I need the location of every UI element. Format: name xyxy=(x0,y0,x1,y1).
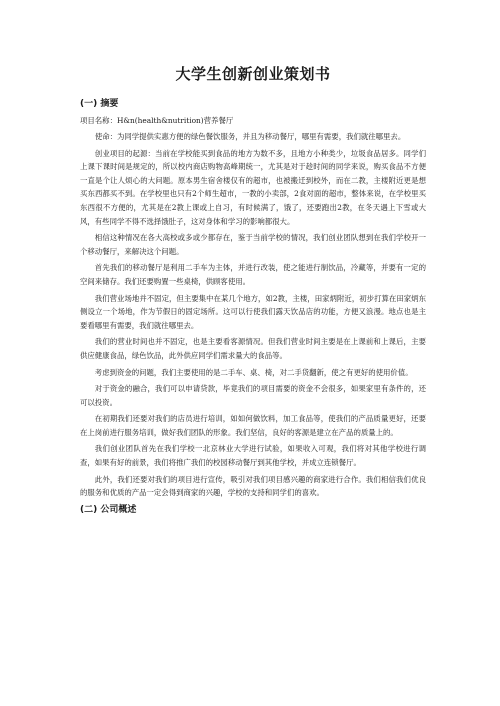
document-title: 大学生创新创业策划书 xyxy=(175,65,331,83)
paragraph-idea: 相信这种情况在各大高校或多或少都存在，鉴于当前学校的情况，我们创业团队想到在我们学校开一个移动餐厅，来解决这个问题。 xyxy=(80,233,426,256)
paragraph-funding-equipment: 考虑到资金的问题，我们主要使用的是二手车、桌、椅，对二手货翻新，使之有更好的使用价值。 xyxy=(94,367,413,377)
section-heading-abstract: (一) 摘要 xyxy=(80,99,119,109)
paragraph-origin: 创业项目的起源：当前在学校能买到食品的地方为数不多，且地方小种类少，垃圾食品居多。同学们上课下课时间是规定的，所以校内商店购物高峰期统一，尤其是对于趁时间的同学来说，购买食品不方便一直是个让人烦心的大问题。原本男生宿舍楼仅有的超市，也被搬迁到校外，而在二教，主楼附近更是想买东西都买不到。在学校里也只有2个师生超市，一教的小卖部，2食对面的超市，整体来说，在学校里买东西很不方便的，尤其是在2教上课或上自习，有时候满了，饿了，还要跑出2教，在冬天遇上下雪或大风，有些同学不得不选择饿肚子，这对身体和学习的影响都很大。 xyxy=(80,148,426,226)
paragraph-funding-loans: 对于资金的融合，我们可以申请贷款，毕竟我们的项目需要的资金不会很多，如果家里有条件的，还可以投资。 xyxy=(80,384,426,407)
paragraph-promotion: 此外，我们还要对我们的项目进行宣传，吸引对我们项目感兴趣的商家进行合作。我们相信我们优良的服务和优质的产品一定会得到商家的兴趣，学校的支持和同学们的喜欢。 xyxy=(80,474,426,498)
project-name-line xyxy=(80,114,426,127)
paragraph-training: 在初期我们还要对我们的店员进行培训，如如何做饮料，加工食品等，使我们的产品质量更好，还要在上岗前进行服务培训，做好我们团队的形象。我们坚信，良好的客源是建立在产品的质量上的。 xyxy=(80,414,426,437)
section-heading-company-overview: (二) 公司概述 xyxy=(80,504,137,515)
paragraph-vehicle: 首先我们的移动餐厅是利用二手车为主体，并进行改装，使之能进行制饮品，冷藏等，并要有一定的空间来储存。我们还要购置一些桌椅，供顾客使用。 xyxy=(80,263,426,286)
paragraph-hours: 我们的营业时间也并不固定，也是主要看客源情况。但我们营业时间主要是在上课前和上课后，主要供应健康食品，绿色饮品，此外供应同学们需求量大的食品等。 xyxy=(80,337,426,360)
project-name-value: H&n(health&nutrition)营养餐厅 xyxy=(116,116,234,125)
paragraph-pilot: 我们创业团队首先在我们学校一北京林业大学进行试验，如果收入可观，我们将对其他学校进行调查，如果有好的前景，我们将推广我们的校园移动餐厅到其他学校，并成立连锁餐厅。 xyxy=(80,444,426,468)
paragraph-location: 我们营业场地并不固定，但主要集中在某几个地方，如2教，主楼，田家炳附近，初步打算在田家炳东侧设立一个场地，作为节假日的固定场所。这可以行使我们露天饮品店的功能，方便又浪漫。地点也是主要看哪里有需要，我们就往哪里去。 xyxy=(80,293,426,330)
paragraph-mission: 使命：为同学提供实惠方便的绿色餐饮服务，并且为移动餐厅，哪里有需要，我们就往哪里去。 xyxy=(94,132,406,141)
project-name-label: 项目名称： xyxy=(80,116,117,125)
